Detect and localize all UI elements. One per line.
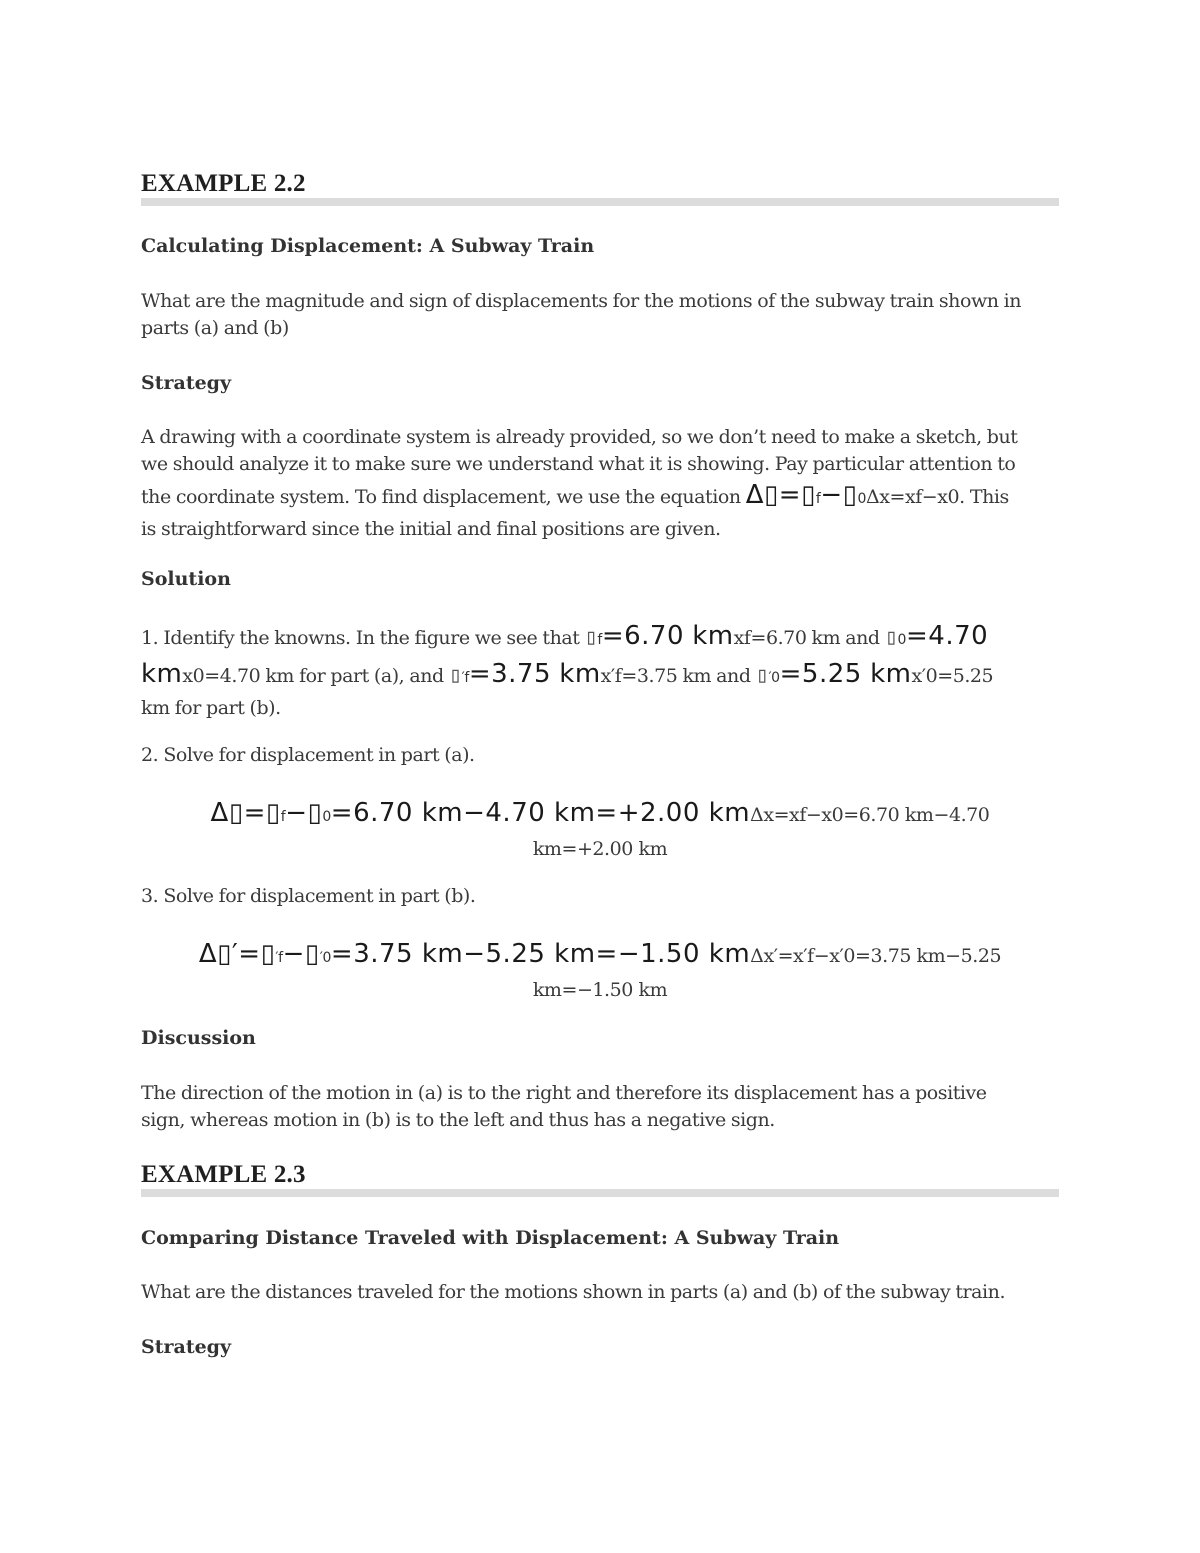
- subscript: f: [815, 491, 821, 507]
- question-line: What are the magnitude and sign of displacements for the motions of the subway train shown in: [141, 290, 1022, 312]
- question-line: parts (a) and (b): [141, 317, 289, 339]
- example-2-3-question: [141, 1279, 1059, 1306]
- subscript: f: [597, 632, 602, 648]
- equation-math: =6.70 km−4.70 km=+2.00 km: [330, 798, 751, 828]
- subscript: ′f: [461, 670, 469, 686]
- equation-text: Δx=xf−x0. This: [865, 486, 1009, 508]
- equation-math: Δ▯=▯: [210, 798, 281, 828]
- strategy-line: A drawing with a coordinate system is already provided, so we don’t need to make a sketch, but: [141, 426, 1018, 448]
- example-2-2-question: [141, 288, 1059, 342]
- equation-part-b: [141, 937, 1059, 1005]
- strategy-heading: Strategy: [141, 372, 232, 394]
- strategy-text: the coordinate system. To find displacement, we use the equation: [141, 486, 746, 508]
- equation-math: −▯: [820, 480, 858, 510]
- example-2-3-title: Comparing Distance Traveled with Displacement: A Subway Train: [141, 1227, 840, 1249]
- solution-heading: Solution: [141, 568, 231, 590]
- equation-math: −▯: [282, 939, 320, 969]
- discussion-line: sign, whereas motion in (b) is to the left and thus has a negative sign.: [141, 1109, 775, 1131]
- example-2-2-title: Calculating Displacement: A Subway Train: [141, 235, 595, 257]
- subscript: 0: [857, 491, 866, 507]
- math-glyph: ▯: [884, 625, 898, 650]
- step-1-line: km for part (b).: [141, 697, 281, 719]
- example-2-3-heading: EXAMPLE 2.3: [141, 1161, 306, 1188]
- equation-math: Δ▯=▯: [745, 480, 816, 510]
- math-glyph: ▯: [448, 663, 462, 688]
- equation-math: km: [141, 659, 183, 689]
- step-text: x′f=3.75 km and: [600, 665, 756, 687]
- equation-text: Δx=xf−x0=6.70 km−4.70: [750, 804, 990, 826]
- equation-math: =3.75 km−5.25 km=−1.50 km: [330, 939, 751, 969]
- equation-math: −▯: [285, 798, 323, 828]
- strategy-line: we should analyze it to make sure we understand what it is showing. Pay particular attention to: [141, 453, 1016, 475]
- subscript: f: [280, 809, 286, 825]
- step-3-text: 3. Solve for displacement in part (b).: [141, 885, 476, 907]
- step-text: x′0=5.25: [911, 665, 994, 687]
- step-1: [141, 619, 1059, 722]
- subscript: ′f: [275, 950, 283, 966]
- math-glyph: ▯: [755, 663, 769, 688]
- equation-part-a: [141, 796, 1059, 864]
- strategy-line: [141, 478, 1059, 516]
- step-1-line: [141, 619, 1059, 657]
- equation-line: km=+2.00 km: [532, 838, 668, 860]
- equation-math: =5.25 km: [779, 659, 912, 689]
- strategy-line: is straightforward since the initial and final positions are given.: [141, 518, 721, 540]
- question-line: What are the distances traveled for the motions shown in parts (a) and (b) of the subway train.: [141, 1281, 1006, 1303]
- equation-math: =6.70 km: [601, 621, 734, 651]
- step-2-label: [141, 742, 1059, 769]
- equation-line: km=−1.50 km: [532, 979, 668, 1001]
- subscript: ′0: [768, 670, 780, 686]
- strategy-heading: Strategy: [141, 1336, 232, 1358]
- discussion-heading: Discussion: [141, 1027, 256, 1049]
- subscript: 0: [322, 809, 331, 825]
- equation-math: Δ▯′=▯: [198, 939, 276, 969]
- step-text: xf=6.70 km and: [733, 627, 885, 649]
- heading-rule: [141, 198, 1059, 206]
- discussion-paragraph: [141, 1080, 1059, 1134]
- discussion-line: The direction of the motion in (a) is to the right and therefore its displacement has a positive: [141, 1082, 987, 1104]
- equation-math: =4.70: [906, 621, 989, 651]
- equation-text: Δx′=x′f−x′0=3.75 km−5.25: [750, 945, 1002, 967]
- step-text: x0=4.70 km for part (a), and: [182, 665, 449, 687]
- step-text: 1. Identify the knowns. In the figure we see that: [141, 627, 585, 649]
- equation-line: [141, 937, 1059, 975]
- equation-math: =3.75 km: [468, 659, 601, 689]
- equation-line: [141, 796, 1059, 834]
- subscript: 0: [897, 632, 907, 648]
- math-glyph: ▯: [584, 625, 598, 650]
- strategy-paragraph: [141, 424, 1059, 543]
- step-3-label: [141, 883, 1059, 910]
- subscript: ′0: [319, 950, 331, 966]
- example-2-2-heading: EXAMPLE 2.2: [141, 170, 306, 197]
- step-1-line: [141, 657, 1059, 695]
- heading-rule: [141, 1189, 1059, 1197]
- step-2-text: 2. Solve for displacement in part (a).: [141, 744, 475, 766]
